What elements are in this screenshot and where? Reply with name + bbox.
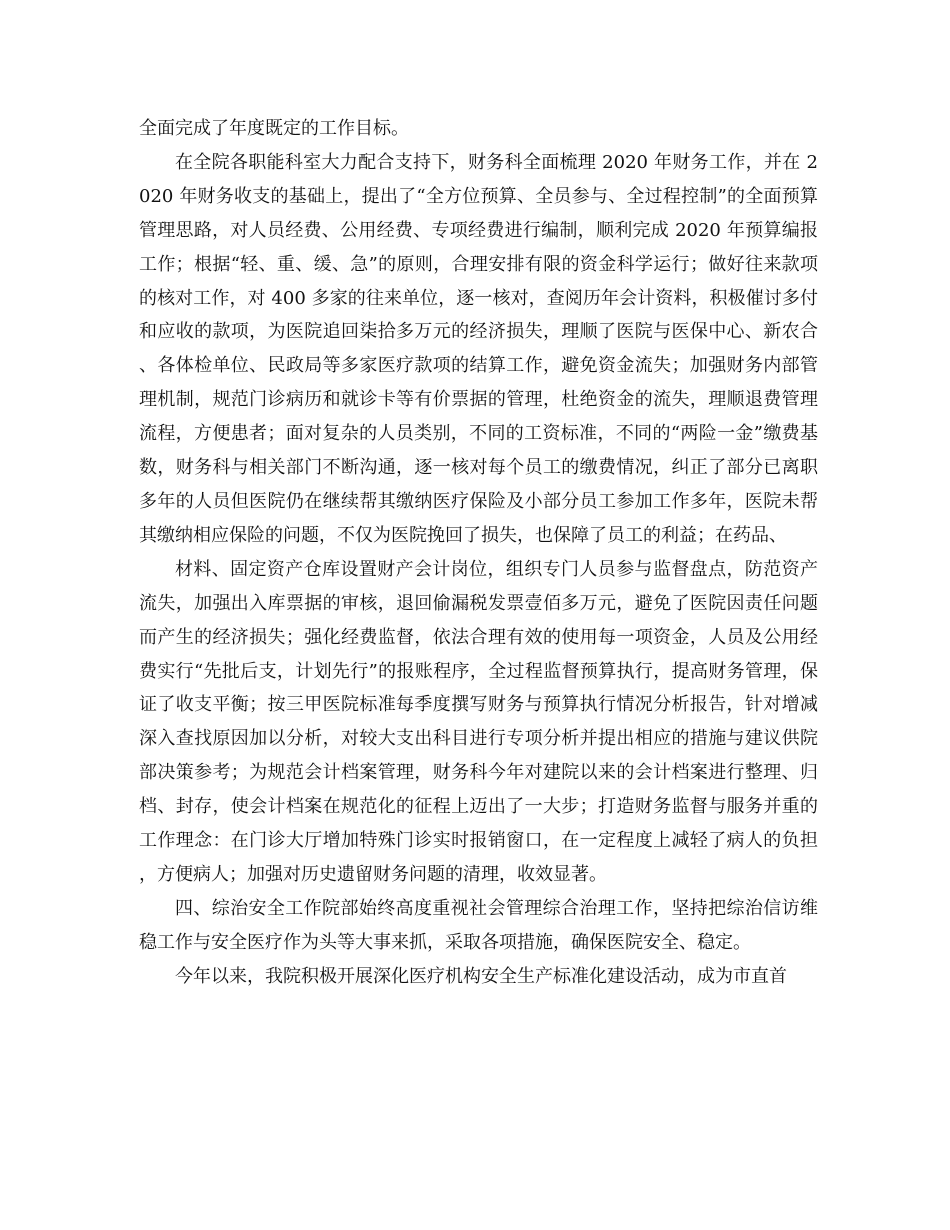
document-body [139,112,818,994]
paragraph-5: 今年以来，我院积极开展深化医疗机构安全生产标准化建设活动，成为市直首 [175,965,787,987]
paragraph-2: 在全院各职能科室大力配合支持下，财务科全面梳理 2020 年财务工作，并在 2020 年财务收支的基础上，提出了“全方位预算、全员参与、全过程控制”的全面预算管理思路，对人员经费、公用经费、专项经费进行编制，顺利完成 2020 年预算编报工作；根据“轻、重、缓、急”的原则，合理安排有限的资金科学运行；做好往来款项的核对工作，对 400 多家的往来单位，逐一核对，查阅历年会计资料，积极催讨多付和应收的款项，为医院追回柒拾多万元的经济损失，理顺了医院与医保中心、新农合、各体检单位、民政局等多家医疗款项的结算工作，避免资金流失；加强财务内部管理机制，规范门诊病历和就诊卡等有价票据的管理，杜绝资金的流失，理顺退费管理流程，方便患者；面对复杂的人员类别，不同的工资标准，不同的“两险一金”缴费基数，财务科与相关部门不断沟通，逐一核对每个员工的缴费情况，纠正了部分已离职多年的人员但医院仍在继续帮其缴纳医疗保险及小部分员工参加工作多年，医院未帮其缴纳相应保险的问题，不仅为医院挽回了损失，也保障了员工的利益；在药品、 [139,151,818,546]
paragraph-1: 全面完成了年度既定的工作目标。 [139,118,409,139]
paragraph-4: 四、综治安全工作院部始终高度重视社会管理综合治理工作，坚持把综治信访维稳工作与安全医疗作为头等大事来抓，采取各项措施，确保医院安全、稳定。 [139,897,818,953]
paragraph-3: 材料、固定资产仓库设置财产会计岗位，组织专门人员参与监督盘点，防范资产流失，加强出入库票据的审核，退回偷漏税发票壹佰多万元，避免了医院因责任问题而产生的经济损失；强化经费监督，依法合理有效的使用每一项资金，人员及公用经费实行“先批后支，计划先行”的报账程序，全过程监督预算执行，提高财务管理，保证了收支平衡；按三甲医院标准每季度撰写财务与预算执行情况分析报告，针对增减深入查找原因加以分析，对较大支出科目进行专项分析并提出相应的措施与建议供院部决策参考；为规范会计档案管理，财务科今年对建院以来的会计档案进行整理、归档、封存，使会计档案在规范化的征程上迈出了一大步；打造财务监督与服务并重的工作理念：在门诊大厅增加特殊门诊实时报销窗口，在一定程度上减轻了病人的负担，方便病人；加强对历史遗留财务问题的清理，收效显著。 [139,558,818,885]
